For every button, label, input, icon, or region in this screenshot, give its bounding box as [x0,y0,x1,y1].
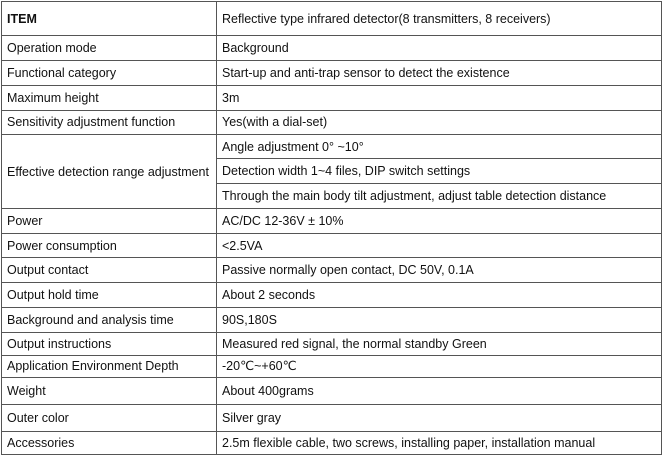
range-value: Through the main body tilt adjustment, adjust table detection distance [217,183,662,208]
range-adjustment-label: Effective detection range adjustment [2,135,217,208]
row-value: <2.5VA [217,233,662,258]
row-value: About 400grams [217,378,662,405]
row-value: 90S,180S [217,308,662,333]
table-row [2,355,662,378]
spec-table [1,1,662,455]
table-row [2,283,662,308]
row-label: Maximum height [2,85,217,110]
table-row [2,208,662,233]
row-label: Outer color [2,405,217,432]
row-label: Weight [2,378,217,405]
range-value: Detection width 1~4 files, DIP switch settings [217,159,662,184]
row-value: 2.5m flexible cable, two screws, installing paper, installation manual [217,432,662,455]
table-row [2,332,662,355]
table-row-range [2,135,662,159]
row-value: Yes(with a dial-set) [217,110,662,135]
row-label: Output hold time [2,283,217,308]
table-row-header [2,2,662,36]
row-label: Operation mode [2,36,217,61]
table-row [2,110,662,135]
table-row [2,432,662,455]
row-label: Power consumption [2,233,217,258]
table-row [2,233,662,258]
row-label: Output contact [2,258,217,283]
row-label: Functional category [2,60,217,85]
row-value: About 2 seconds [217,283,662,308]
row-value: -20℃~+60℃ [217,355,662,378]
range-value: Angle adjustment 0° ~10° [217,135,662,159]
item-header-value: Reflective type infrared detector(8 transmitters, 8 receivers) [217,2,662,36]
row-label: Background and analysis time [2,308,217,333]
table-row [2,258,662,283]
item-header-label: ITEM [2,2,217,36]
table-row [2,378,662,405]
table-row [2,36,662,61]
row-label: Power [2,208,217,233]
table-row [2,308,662,333]
row-label: Application Environment Depth [2,355,217,378]
table-row [2,85,662,110]
row-label: Output instructions [2,332,217,355]
row-value: Passive normally open contact, DC 50V, 0.1A [217,258,662,283]
row-label: Sensitivity adjustment function [2,110,217,135]
row-value: Background [217,36,662,61]
row-value: Measured red signal, the normal standby Green [217,332,662,355]
row-value: AC/DC 12-36V ± 10% [217,208,662,233]
row-value: Silver gray [217,405,662,432]
row-value: 3m [217,85,662,110]
table-row [2,405,662,432]
table-row [2,60,662,85]
row-label: Accessories [2,432,217,455]
row-value: Start-up and anti-trap sensor to detect the existence [217,60,662,85]
